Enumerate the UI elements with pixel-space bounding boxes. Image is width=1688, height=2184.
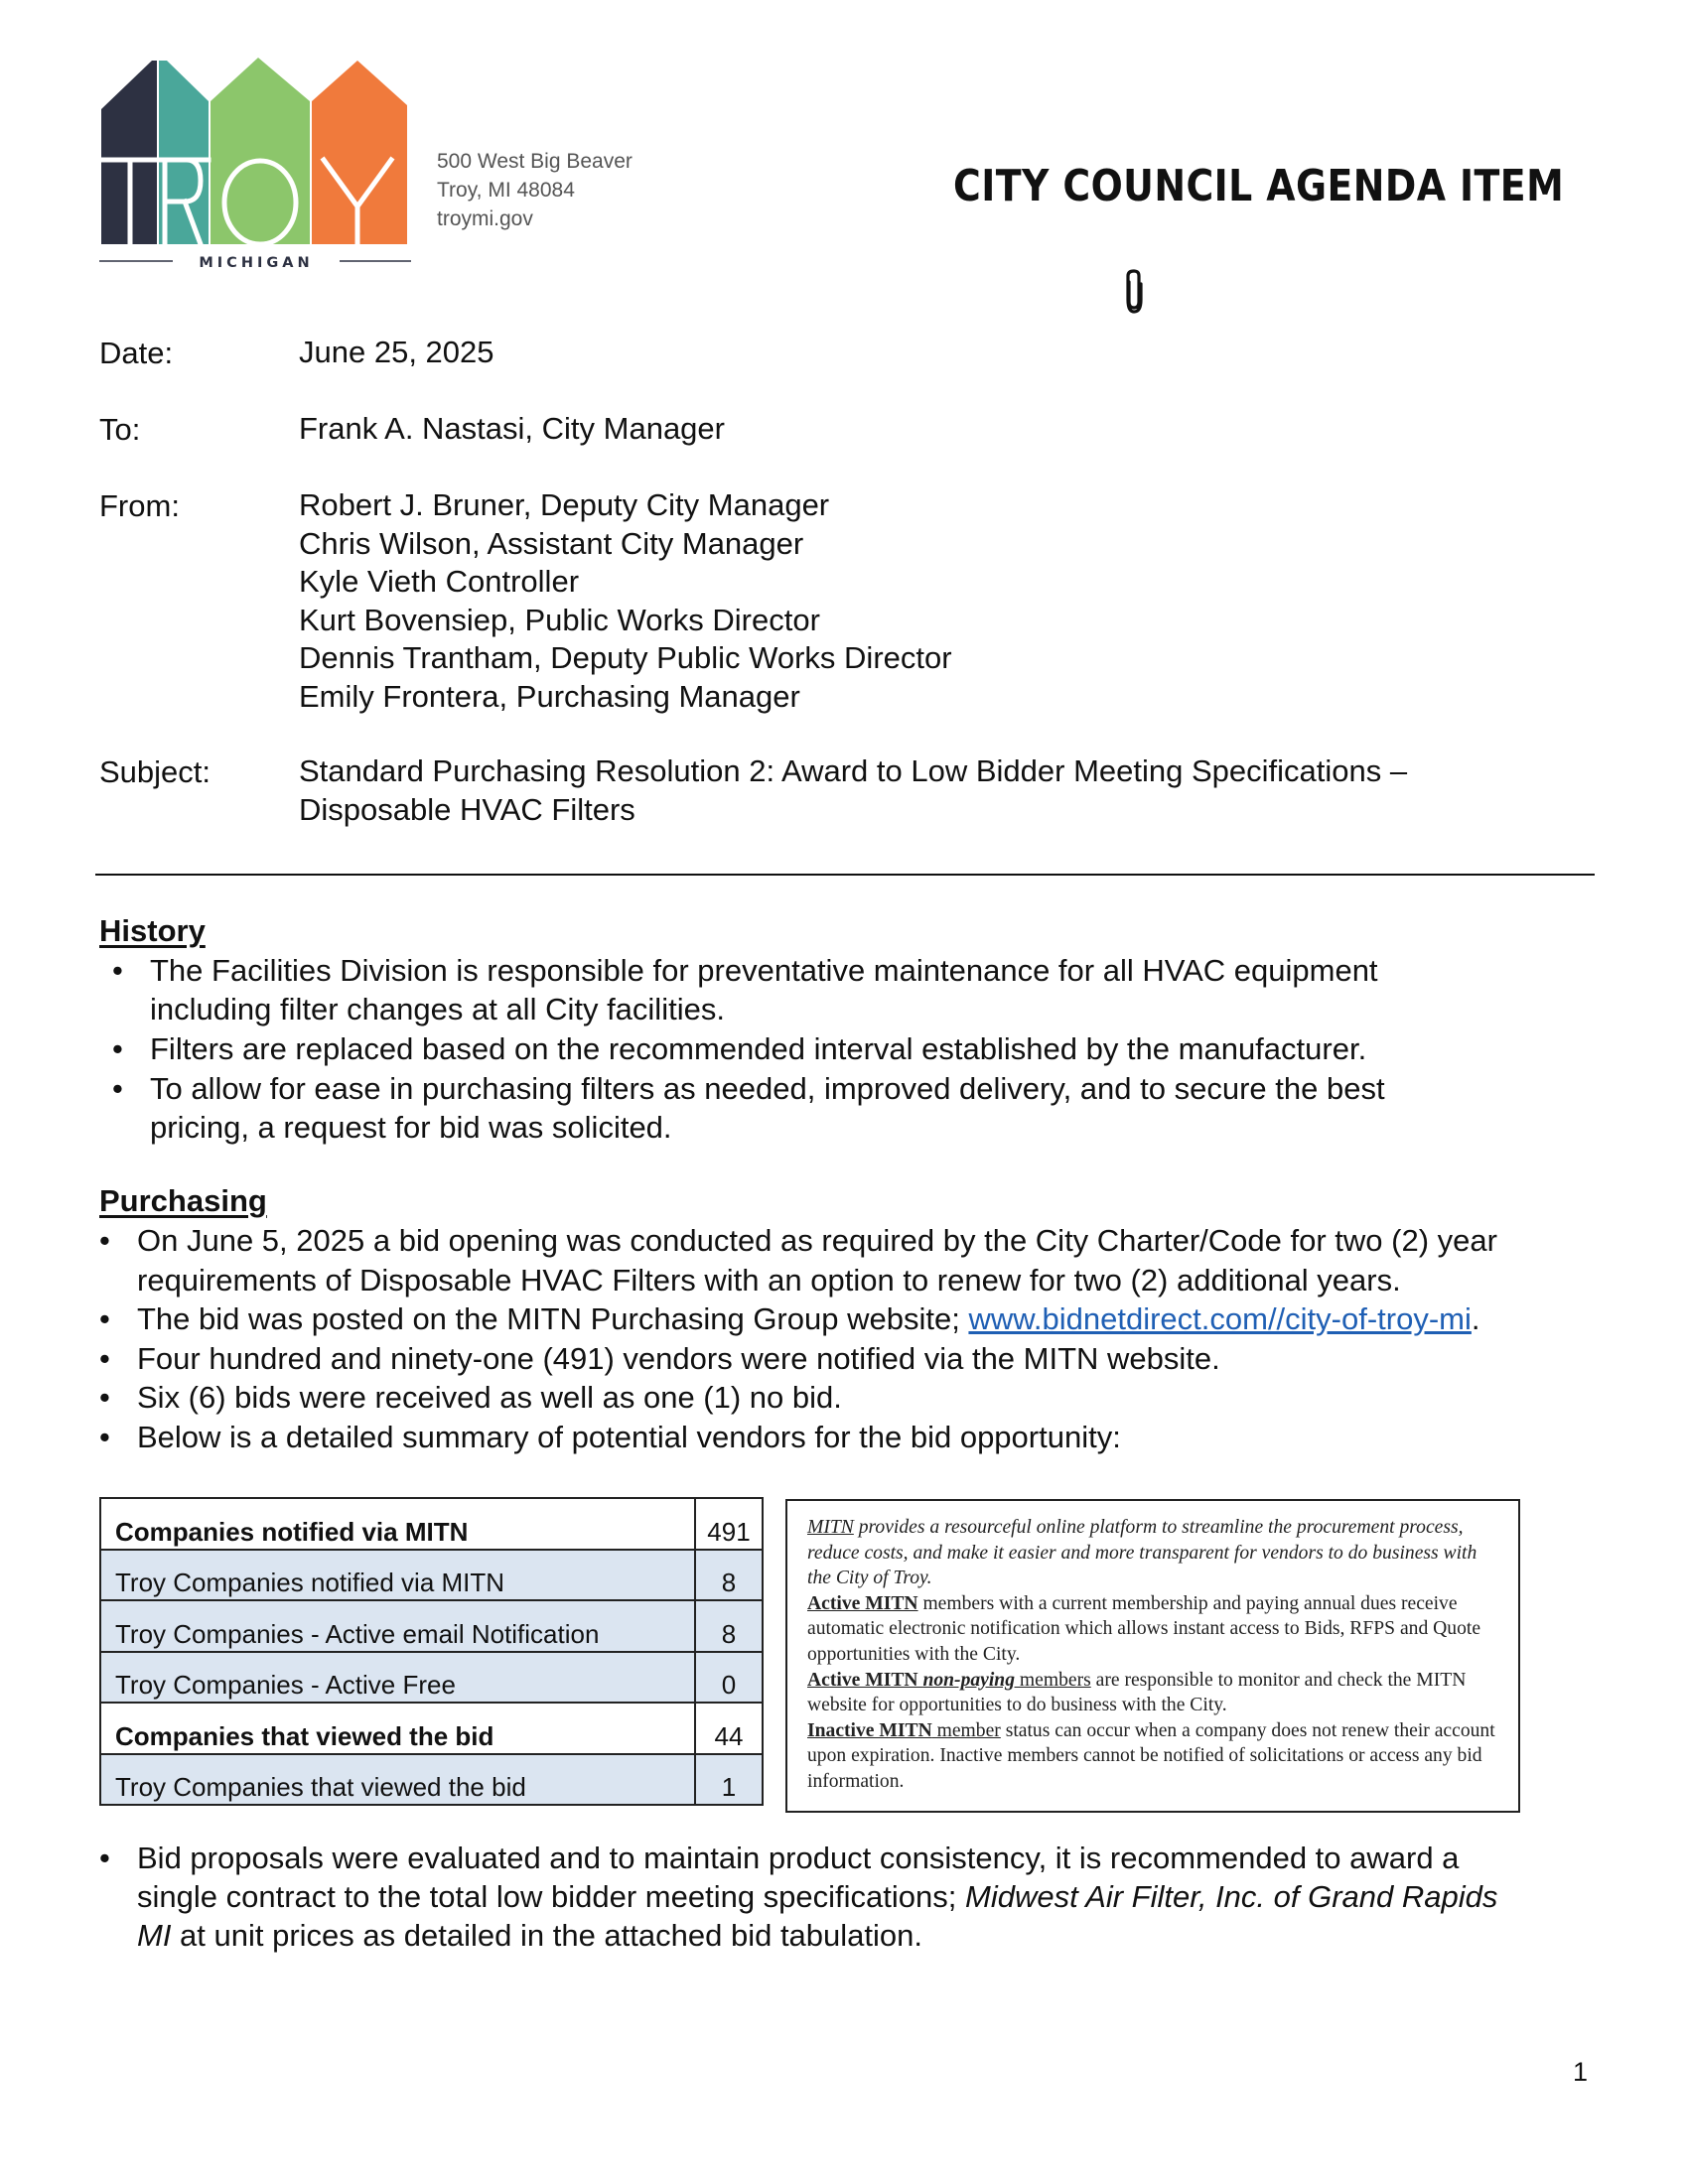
subject-label: Subject:: [99, 754, 211, 789]
list-item: • Filters are replaced based on the recommended interval established by the manufacturer.: [150, 1029, 1580, 1068]
date-label: Date:: [99, 336, 174, 370]
city-website[interactable]: troymi.gov: [437, 207, 533, 230]
list-item: • The bid was posted on the MITN Purchasing Group website; www.bidnetdirect.com//city-of-troy-mi.: [137, 1299, 1607, 1339]
from-label: From:: [99, 488, 180, 523]
page-title: CITY COUNCIL AGENDA ITEM: [953, 161, 1565, 211]
history-heading: History: [99, 913, 206, 948]
paperclip-icon[interactable]: [1120, 268, 1146, 316]
subject-line: Standard Purchasing Resolution 2: Award to Low Bidder Meeting Specifications –: [299, 753, 1408, 788]
from-person: Kurt Bovensiep, Public Works Director: [299, 602, 820, 637]
from-person: Chris Wilson, Assistant City Manager: [299, 525, 804, 561]
note-paragraph: Inactive MITN member status can occur when a company does not renew their account upon expiration. Inactive members cannot be notified of solicitations or access any bid information.: [807, 1719, 1495, 1792]
table-row: Troy Companies notified via MITN 8: [100, 1550, 763, 1601]
memo-to: Frank A. Nastasi, City Manager: [299, 411, 725, 446]
from-person: Kyle Vieth Controller: [299, 564, 580, 600]
list-item: • Six (6) bids were received as well as one (1) no bid.: [137, 1378, 1607, 1418]
table-row: Companies that viewed the bid 44: [100, 1703, 763, 1754]
list-item: • Below is a detailed summary of potential vendors for the bid opportunity:: [137, 1418, 1607, 1457]
note-paragraph: Active MITN members with a current membership and paying annual dues receive automatic electronic notification which allows instant access to Bids, RFPS and Quote opportunities with the City.: [807, 1592, 1481, 1665]
list-item: • To allow for ease in purchasing filters as needed, improved delivery, and to secure the best pricing, a request for bid was solicited.: [150, 1069, 1580, 1147]
history-list: [150, 951, 1580, 1148]
bidnet-link[interactable]: www.bidnetdirect.com//city-of-troy-mi: [968, 1301, 1472, 1336]
page-number: 1: [1573, 2057, 1589, 2087]
from-person: Dennis Trantham, Deputy Public Works Director: [299, 640, 952, 676]
list-item: • On June 5, 2025 a bid opening was conducted as required by the City Charter/Code for two (2) year requirements of Disposable HVAC Filters with an option to renew for two (2) additional years.: [137, 1221, 1607, 1299]
mitn-summary-table: [99, 1497, 764, 1806]
subject-line: Disposable HVAC Filters: [299, 791, 635, 827]
list-item: • The Facilities Division is responsible for preventative maintenance for all HVAC equipment including filter changes at all City facilities.: [150, 951, 1580, 1028]
logo-subtitle: MICHIGAN: [199, 255, 314, 271]
memo-from: [299, 486, 952, 717]
list-item: • Four hundred and ninety-one (491) vendors were notified via the MITN website.: [137, 1339, 1607, 1379]
memo-date: June 25, 2025: [299, 335, 494, 369]
recommendation-list: [137, 1839, 1607, 1955]
from-person: Emily Frontera, Purchasing Manager: [299, 678, 800, 714]
to-label: To:: [99, 412, 141, 447]
list-item: • Bid proposals were evaluated and to maintain product consistency, it is recommended to award a single contract to the total low bidder meeting specifications; Midwest Air Filter, Inc. of Grand Rapids MI at unit prices as detailed in the attached bid tabulation.: [137, 1839, 1607, 1955]
table-row: Troy Companies - Active email Notification 8: [100, 1600, 763, 1652]
troy-logo: [97, 58, 413, 272]
table-row: Companies notified via MITN 491: [100, 1498, 763, 1550]
note-paragraph: MITN provides a resourceful online platform to streamline the procurement process, reduce costs, and make it easier and more transparent for vendors to do business with the City of Troy.: [807, 1517, 1477, 1589]
address-line-1: 500 West Big Beaver: [437, 150, 633, 173]
from-person: Robert J. Bruner, Deputy City Manager: [299, 487, 830, 522]
mitn-note-box: [785, 1499, 1520, 1813]
purchasing-heading: Purchasing: [99, 1183, 267, 1218]
note-paragraph: Active MITN non-paying members are responsible to monitor and check the MITN website for opportunities to do business with the City.: [807, 1669, 1467, 1716]
table-row: Troy Companies - Active Free 0: [100, 1652, 763, 1704]
header-divider: [95, 874, 1595, 876]
address-line-2: Troy, MI 48084: [437, 179, 575, 202]
table-row: Troy Companies that viewed the bid 1: [100, 1754, 763, 1806]
memo-subject: [299, 752, 1407, 829]
purchasing-list: [137, 1221, 1607, 1456]
city-address: [437, 147, 633, 233]
